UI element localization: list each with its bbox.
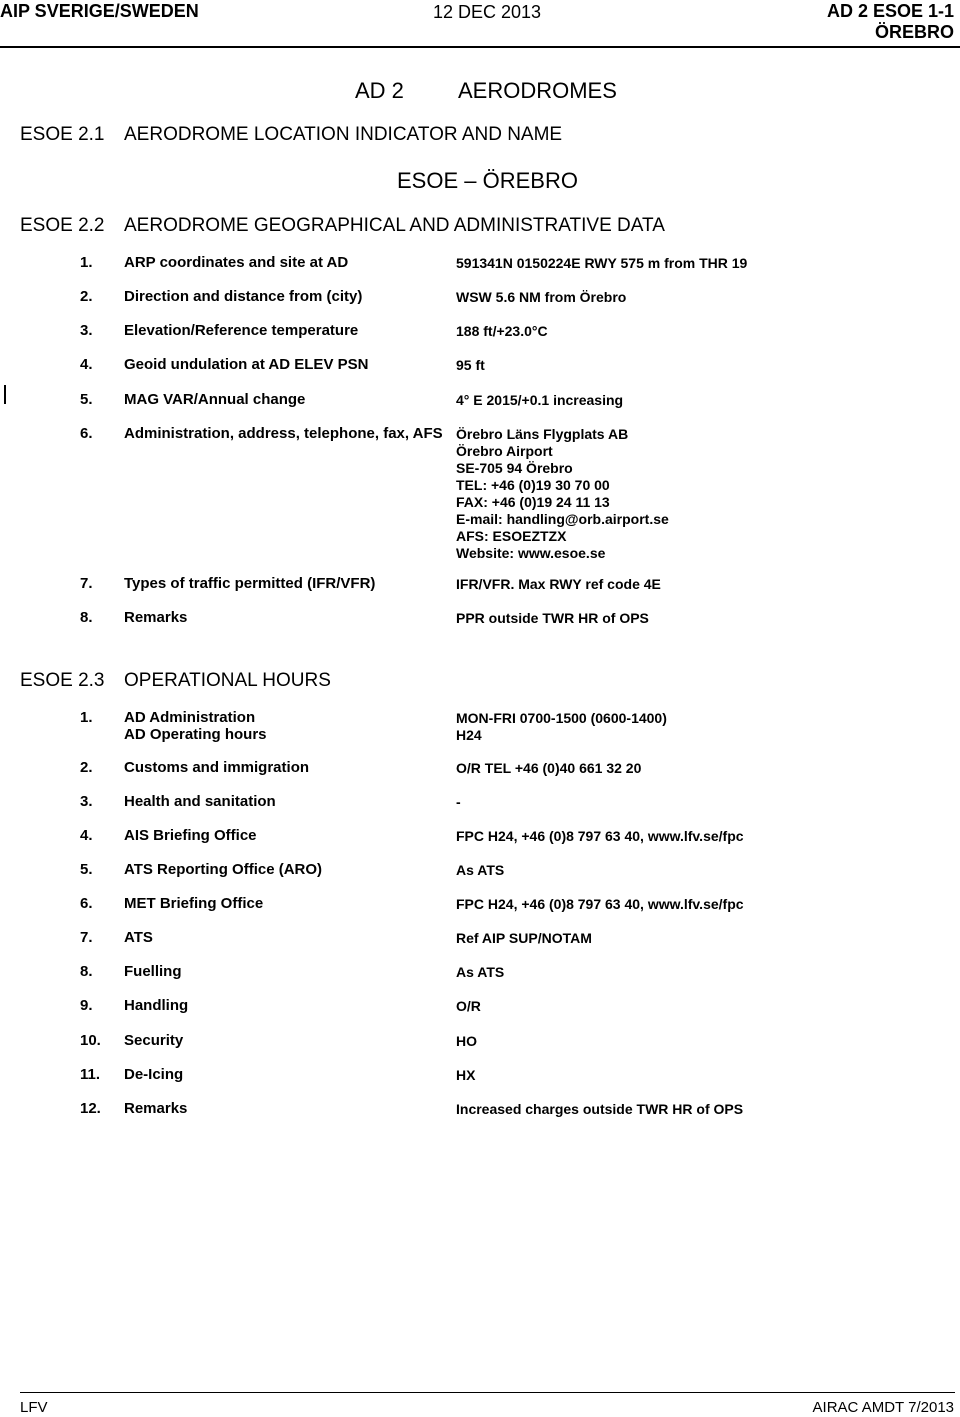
part-code: AD 2 [355, 78, 404, 103]
header-divider [0, 46, 960, 48]
item-label: Security [124, 1032, 184, 1049]
part-title: AERODROMES [458, 78, 617, 103]
item-number: 12. [80, 1100, 101, 1117]
item-label: ATS Reporting Office (ARO) [124, 861, 323, 878]
item-label: Health and sanitation [124, 793, 276, 810]
item-label: Remarks [124, 609, 188, 626]
sec21-code: ESOE 2.1 [20, 124, 105, 145]
item-value: H24 [456, 727, 482, 743]
item-label: AIS Briefing Office [124, 827, 257, 844]
item-value: HO [456, 1033, 477, 1049]
aerodrome-name: ESOE – ÖREBRO [397, 168, 578, 193]
item-value: WSW 5.6 NM from Örebro [456, 289, 627, 305]
item-number: 5. [80, 391, 93, 408]
sec23-title: OPERATIONAL HOURS [124, 670, 331, 691]
item-label-block [124, 709, 267, 743]
item-number: 1. [80, 254, 93, 271]
item-value: 591341N 0150224E RWY 575 m from THR 19 [456, 255, 748, 271]
item-label: AD Operating hours [124, 726, 267, 743]
item-value: As ATS [456, 862, 505, 878]
address-block [456, 426, 669, 562]
item-label: Handling [124, 997, 189, 1014]
footer-divider [20, 1392, 955, 1393]
item-number: 4. [80, 356, 93, 373]
address-line: Örebro Airport [456, 443, 553, 459]
sec22-code: ESOE 2.2 [20, 215, 105, 236]
item-value: O/R [456, 998, 481, 1014]
item-number: 1. [80, 709, 93, 726]
item-label: ARP coordinates and site at AD [124, 254, 349, 271]
sec23-code: ESOE 2.3 [20, 670, 105, 691]
item-number: 9. [80, 997, 93, 1014]
sec22-title: AERODROME GEOGRAPHICAL AND ADMINISTRATIVE DATA [124, 215, 665, 236]
item-label: Administration, address, telephone, fax, AFS [124, 425, 443, 442]
item-number: 6. [80, 425, 93, 442]
header-date: 12 DEC 2013 [433, 2, 542, 22]
address-line: TEL: +46 (0)19 30 70 00 [456, 477, 610, 493]
item-label: Types of traffic permitted (IFR/VFR) [124, 575, 376, 592]
item-value: As ATS [456, 964, 505, 980]
header-page-ref [827, 1, 954, 43]
item-value: MON-FRI 0700-1500 (0600-1400) [456, 710, 667, 726]
item-number: 4. [80, 827, 93, 844]
item-label: MAG VAR/Annual change [124, 391, 306, 408]
item-label: MET Briefing Office [124, 895, 264, 912]
footer-publisher: LFV [20, 1399, 48, 1416]
item-value: FPC H24, +46 (0)8 797 63 40, www.lfv.se/fpc [456, 896, 744, 912]
item-label: Geoid undulation at AD ELEV PSN [124, 356, 369, 373]
address-line: E-mail: handling@orb.airport.se [456, 511, 669, 527]
address-line: Örebro Läns Flygplats AB [456, 426, 629, 442]
item-value: HX [456, 1067, 476, 1083]
item-value: 95 ft [456, 357, 485, 373]
item-value-block [456, 710, 667, 744]
item-label: AD Administration [124, 709, 256, 726]
item-value: O/R TEL +46 (0)40 661 32 20 [456, 760, 642, 776]
address-line: SE-705 94 Örebro [456, 460, 573, 476]
item-number: 6. [80, 895, 93, 912]
header-publication: AIP SVERIGE/SWEDEN [0, 1, 199, 21]
item-label: Customs and immigration [124, 759, 310, 776]
page-ref: AD 2 ESOE 1-1 [826, 1, 954, 21]
change-bar [4, 385, 6, 404]
item-number: 2. [80, 759, 93, 776]
place-name: ÖREBRO [874, 22, 954, 42]
item-label: ATS [124, 929, 153, 946]
item-value: Increased charges outside TWR HR of OPS [456, 1101, 744, 1117]
item-number: 3. [80, 322, 93, 339]
address-line: AFS: ESOEZTZX [456, 528, 567, 544]
item-label: Elevation/Reference temperature [124, 322, 359, 339]
item-value: 4° E 2015/+0.1 increasing [456, 392, 624, 408]
item-label: Remarks [124, 1100, 188, 1117]
item-number: 5. [80, 861, 93, 878]
item-label: De-Icing [124, 1066, 184, 1083]
item-number: 8. [80, 609, 93, 626]
item-value: PPR outside TWR HR of OPS [456, 610, 649, 626]
item-number: 3. [80, 793, 93, 810]
address-line: Website: www.esoe.se [456, 545, 606, 561]
item-number: 11. [80, 1066, 101, 1083]
item-value: IFR/VFR. Max RWY ref code 4E [456, 576, 661, 592]
item-value: 188 ft/+23.0°C [456, 323, 548, 339]
footer-amendment: AIRAC AMDT 7/2013 [812, 1399, 954, 1416]
item-value: FPC H24, +46 (0)8 797 63 40, www.lfv.se/fpc [456, 828, 744, 844]
item-label: Fuelling [124, 963, 182, 980]
item-value: - [456, 794, 461, 810]
item-number: 8. [80, 963, 93, 980]
item-number: 2. [80, 288, 93, 305]
item-value: Ref AIP SUP/NOTAM [456, 930, 592, 946]
item-number: 10. [80, 1032, 101, 1049]
sec21-title: AERODROME LOCATION INDICATOR AND NAME [124, 124, 563, 145]
item-number: 7. [80, 929, 93, 946]
address-line: FAX: +46 (0)19 24 11 13 [456, 494, 610, 510]
item-number: 7. [80, 575, 93, 592]
item-label: Direction and distance from (city) [124, 288, 363, 305]
